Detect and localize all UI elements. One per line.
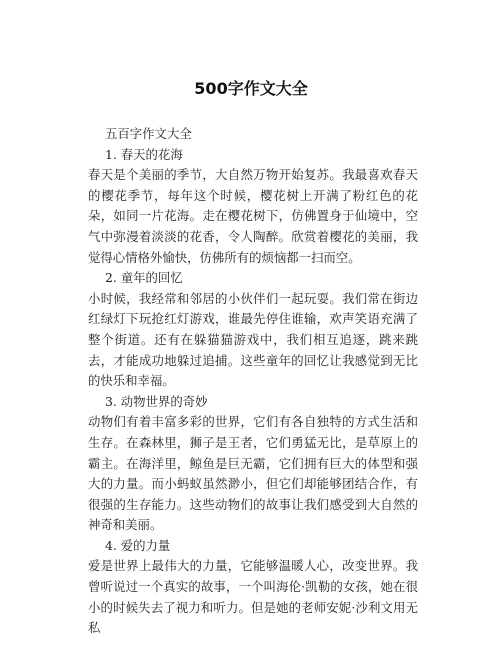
section-paragraph: 小时候，我经常和邻居的小伙伴们一起玩耍。我们常在街边红绿灯下玩抢红灯游戏，谁最先停住谁输，欢声笑语充满了整个街道。还有在躲猫猫游戏中，我们相互追逐，跳来跳去，才能成功地躲过追捕。这些童年的回忆让我感觉到无比的快乐和幸福。 [88,290,418,389]
section-heading: 3. 动物世界的奇妙 [105,393,208,409]
section-paragraph: 动物们有着丰富多彩的世界，它们有各自独特的方式生活和生存。在森林里，狮子是王者，它们勇猛无比，是草原上的霸主。在海洋里，鲸鱼是巨无霸，它们拥有巨大的体型和强大的力量。而小蚂蚁虽然渺小，但它们却能够团结合作，有很强的生存能力。这些动物们的故事让我们感受到大自然的神奇和美丽。 [88,414,418,533]
section-paragraph: 爱是世界上最伟大的力量，它能够温暖人心，改变世界。我曾听说过一个真实的故事，一个叫海伦·凯勒的女孩，她在很小的时候失去了视力和听力。但是她的老师安妮·沙利文用无私 [88,558,418,636]
document-title: 500字作文大全 [194,79,308,98]
document-body [88,124,418,639]
section-heading: 4. 爱的力量 [105,537,171,553]
section-heading: 1. 春天的花海 [105,146,183,162]
section-paragraph: 春天是个美丽的季节，大自然万物开始复苏。我最喜欢春天的樱花季节，每年这个时候，樱花树上开满了粉红色的花朵，如同一片花海。走在樱花树下，仿佛置身于仙境中，空气中弥漫着淡淡的花香，令人陶醉。欣赏着樱花的美丽，我觉得心情格外愉快，仿佛所有的烦恼都一扫而空。 [88,167,418,265]
section-heading: 2. 童年的回忆 [105,270,183,286]
document-subtitle: 五百字作文大全 [105,126,192,141]
